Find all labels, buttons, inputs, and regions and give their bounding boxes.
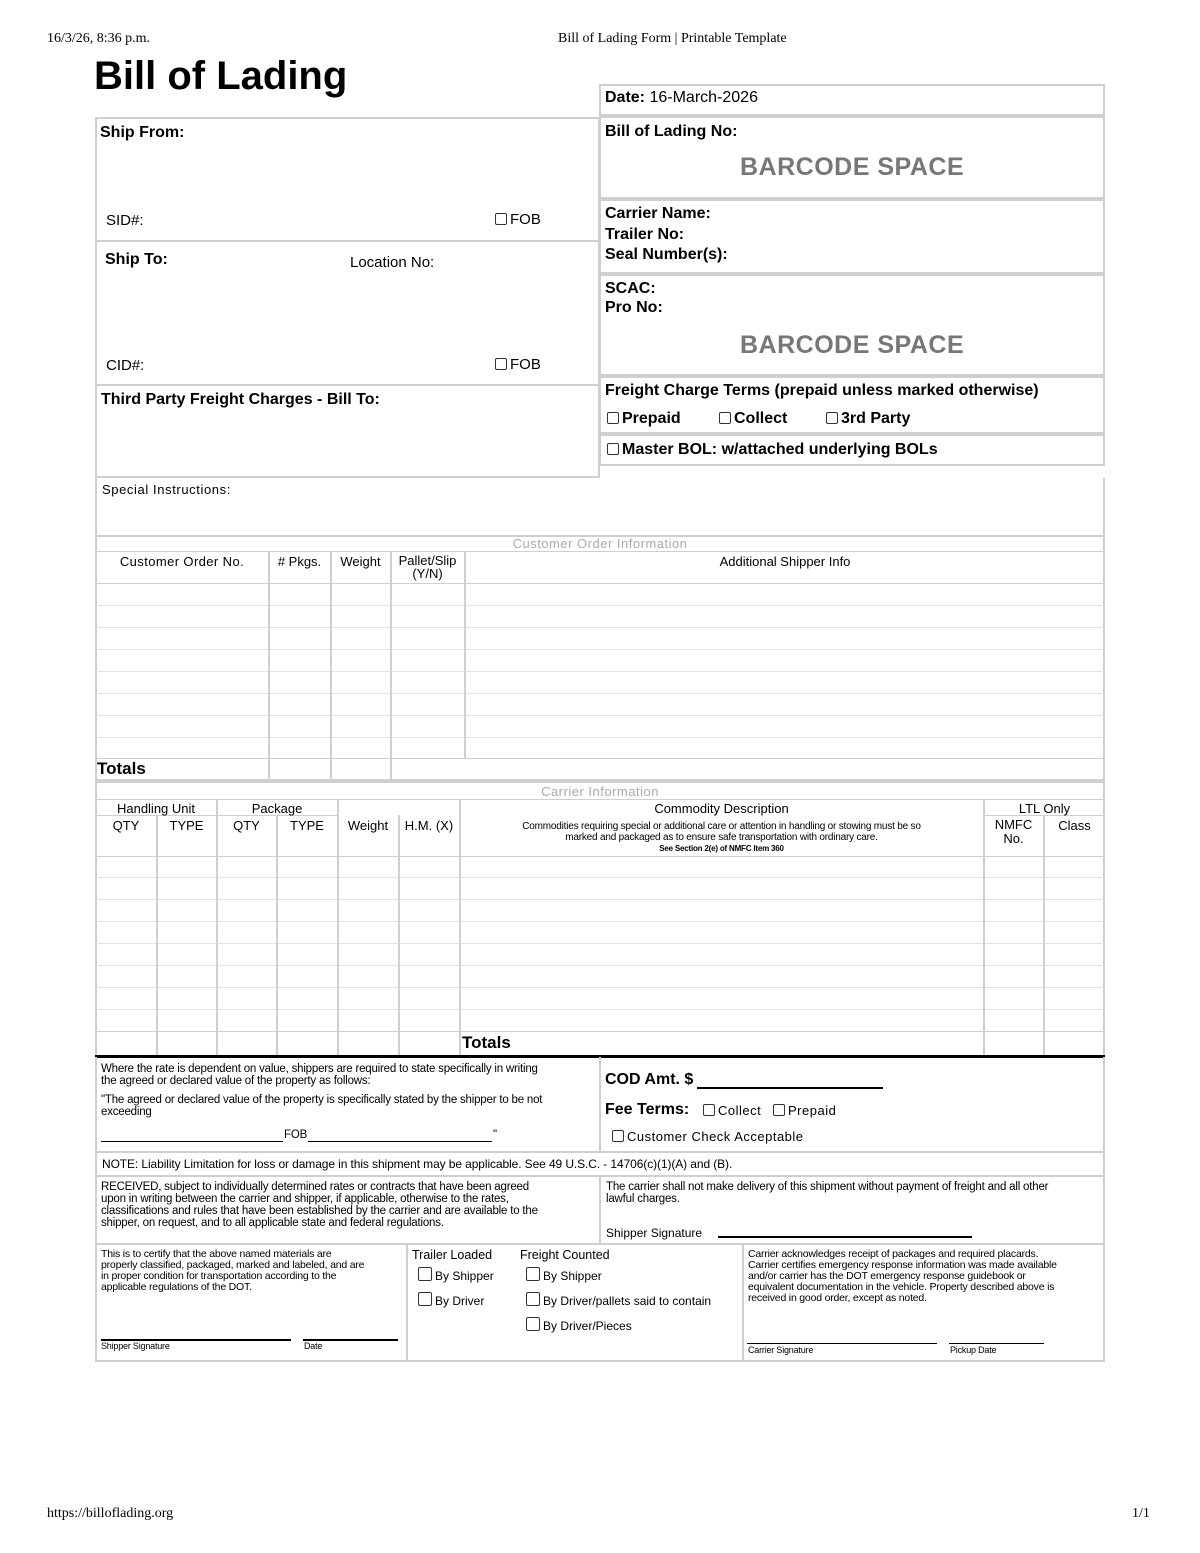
cod-amount-label: COD Amt. $: [605, 1071, 694, 1088]
fob-text: FOB: [284, 1129, 308, 1141]
border: [95, 478, 97, 536]
scac-label: SCAC:: [605, 280, 656, 297]
divider: [96, 799, 1105, 800]
option-label: Customer Check Acceptable: [627, 1129, 804, 1144]
table-row: [96, 671, 1105, 672]
table-row: [96, 877, 1105, 878]
column-divider: [1043, 815, 1045, 1055]
trailer-loaded-label: Trailer Loaded: [412, 1248, 493, 1262]
table-row: [96, 627, 1105, 628]
received-line2: upon in writing between the carrier and shipper, if applicable, otherwise to the rates,: [101, 1193, 509, 1205]
cod-amount-line[interactable]: [697, 1087, 883, 1089]
third-party-option[interactable]: [826, 410, 910, 428]
divider: [96, 551, 1105, 552]
fob-label: FOB: [510, 211, 541, 228]
checkbox-icon[interactable]: [495, 213, 507, 225]
header-pkg-type: TYPE: [290, 818, 324, 833]
option-label: By Driver/pallets said to contain: [543, 1294, 712, 1308]
divider: [96, 856, 1105, 857]
column-divider: [464, 551, 466, 758]
checkbox-icon[interactable]: [495, 358, 507, 370]
column-divider: [156, 815, 158, 1055]
sid-label: SID#:: [106, 212, 144, 229]
border: [1103, 1057, 1105, 1362]
header-class: Class: [1058, 818, 1091, 833]
header-hu-qty: QTY: [112, 818, 140, 833]
header-hu-type: TYPE: [169, 818, 204, 833]
checkbox-icon[interactable]: [526, 1267, 540, 1281]
freight-counted-by-driver-pallets[interactable]: [526, 1292, 711, 1308]
fee-terms-label: Fee Terms:: [605, 1101, 690, 1118]
checkbox-icon[interactable]: [773, 1104, 785, 1116]
carrier-info-totals-label: Totals: [462, 1033, 511, 1052]
divider: [96, 758, 1105, 759]
divider: [95, 384, 600, 386]
scac-box: [599, 274, 1105, 376]
certify-shipper-signature-label: Shipper Signature: [101, 1341, 170, 1351]
checkbox-icon[interactable]: [418, 1267, 432, 1281]
commodity-note-line: Commodities requiring special or additional care or attention in handling or stowing must be so: [522, 821, 921, 832]
divider: [95, 1360, 1105, 1362]
carrier-signature-label: Carrier Signature: [748, 1345, 814, 1355]
checkbox-icon[interactable]: [719, 412, 731, 424]
received-line4: shipper, on request, and to all applicable state and federal regulations.: [101, 1217, 444, 1229]
fee-prepaid-option[interactable]: [773, 1103, 836, 1118]
checkbox-icon[interactable]: [612, 1130, 624, 1142]
header-weight: Weight: [347, 818, 389, 833]
trailer-loaded-by-driver[interactable]: [418, 1292, 484, 1308]
pallet-slip-text: Pallet/Slip: [398, 553, 457, 568]
commodity-note-line: marked and packaged as to ensure safe transportation with ordinary care.: [565, 832, 878, 843]
option-label: Prepaid: [788, 1103, 837, 1118]
table-row: [96, 965, 1105, 966]
liability-note: NOTE: Liability Limitation for loss or damage in this shipment may be applicable. See 49 U.S.C. - 14706(c)(1)(A) and (B).: [102, 1157, 733, 1171]
option-label: By Shipper: [543, 1269, 602, 1283]
ship-to-label: Ship To:: [105, 251, 168, 268]
carrier-signature-line[interactable]: [747, 1343, 937, 1344]
value-declaration-line3: "The agreed or declared value of the property is specifically stated by the shipper to be not: [101, 1094, 543, 1106]
print-page-count: 1/1: [1132, 1506, 1150, 1521]
certify-line3: in proper condition for transportation according to the: [101, 1270, 337, 1282]
option-label: Master BOL: w/attached underlying BOLs: [622, 441, 938, 458]
customer-order-table: [95, 535, 1105, 781]
header-customer-order-no: Customer Order No.: [119, 554, 245, 569]
fob-label: FOB: [510, 356, 541, 373]
carrier-delivery-line2: lawful charges.: [606, 1193, 680, 1205]
column-divider: [398, 815, 400, 1055]
border: [1103, 478, 1105, 536]
column-divider: [216, 799, 218, 1055]
group-commodity-description: Commodity Description: [654, 801, 789, 816]
special-instructions-label: Special Instructions:: [102, 482, 231, 497]
value-declaration-line2: the agreed or declared value of the property as follows:: [101, 1075, 371, 1087]
divider: [96, 583, 1105, 584]
column-divider: [459, 799, 461, 1055]
carrier-ack-line1: Carrier acknowledges receipt of packages and required placards.: [748, 1248, 1039, 1260]
carrier-info-section-title: Carrier Information: [541, 784, 659, 799]
print-url[interactable]: https://billoflading.org: [47, 1506, 174, 1521]
commodity-note-line: See Section 2(e) of NMFC Item 360: [659, 844, 784, 853]
shipper-signature-line[interactable]: [718, 1236, 972, 1238]
received-line3: classifications and rules that have been established by the carrier and are available to the: [101, 1205, 538, 1217]
header-pkgs: # Pkgs.: [277, 554, 322, 569]
checkbox-icon[interactable]: [526, 1317, 540, 1331]
checkbox-icon[interactable]: [826, 412, 838, 424]
pro-barcode-space: BARCODE SPACE: [740, 331, 965, 359]
prepaid-option[interactable]: [607, 410, 681, 428]
checkbox-icon[interactable]: [703, 1104, 715, 1116]
header-pallet-slip: [391, 554, 464, 580]
header-additional-shipper-info: Additional Shipper Info: [719, 554, 851, 569]
divider: [95, 240, 600, 242]
divider: [95, 1243, 1105, 1245]
certify-line2: properly classified, packaged, marked and labeled, and are: [101, 1259, 365, 1271]
fee-terms: [605, 1101, 689, 1119]
date-field: [605, 89, 758, 107]
fob-line[interactable]: [308, 1141, 492, 1142]
table-row: [96, 943, 1105, 944]
carrier-ack-line2: Carrier certifies emergency response information was made available: [748, 1259, 1057, 1271]
option-label: Prepaid: [622, 410, 681, 427]
ship-to-fob-checkbox[interactable]: [495, 356, 541, 373]
checkbox-icon[interactable]: [607, 443, 619, 455]
border: [95, 1057, 97, 1362]
commodity-note: [462, 821, 981, 854]
pro-no-label: Pro No:: [605, 299, 663, 316]
column-divider: [390, 551, 392, 781]
option-label: By Driver: [435, 1294, 485, 1308]
option-label: 3rd Party: [841, 410, 911, 427]
column-divider: [337, 799, 339, 1055]
bol-barcode-space: BARCODE SPACE: [740, 153, 965, 181]
option-label: By Driver/Pieces: [543, 1319, 632, 1333]
table-row: [96, 715, 1105, 716]
group-package: Package: [251, 801, 303, 816]
option-label: By Shipper: [435, 1269, 494, 1283]
carrier-name-label: Carrier Name:: [605, 205, 711, 222]
cid-label: CID#:: [106, 357, 145, 374]
freight-counted-by-shipper[interactable]: [526, 1267, 602, 1283]
divider: [95, 1151, 1105, 1153]
option-label: Collect: [718, 1103, 762, 1118]
option-label: Collect: [734, 410, 788, 427]
carrier-ack-line4: equivalent documentation in the vehicle. Property described above is: [748, 1281, 1055, 1293]
freight-terms-label: Freight Charge Terms (prepaid unless marked otherwise): [605, 382, 1039, 399]
certify-date-label: Date: [304, 1341, 323, 1351]
page-title: Bill of Lading: [94, 54, 348, 98]
print-page-title: Bill of Lading Form | Printable Template: [558, 31, 787, 46]
column-divider: [742, 1243, 744, 1362]
header-hm: H.M. (X): [404, 818, 454, 833]
header-pkg-qty: QTY: [233, 818, 260, 833]
column-divider: [330, 551, 332, 781]
carrier-delivery-line1: The carrier shall not make delivery of this shipment without payment of freight and all other: [606, 1181, 1049, 1193]
bol-number-label: Bill of Lading No:: [605, 123, 738, 140]
fee-collect-option[interactable]: [703, 1103, 761, 1118]
column-divider: [406, 1243, 408, 1362]
carrier-ack-line3: and/or carrier has the DOT emergency response guidebook or: [748, 1270, 1026, 1282]
table-row: [96, 921, 1105, 922]
group-handling-unit: Handling Unit: [116, 801, 196, 816]
third-party-label: Third Party Freight Charges - Bill To:: [101, 391, 380, 408]
carrier-ack-line5: received in good order, except as noted.: [748, 1292, 927, 1304]
certify-line4: applicable regulations of the DOT.: [101, 1281, 252, 1293]
master-bol-option[interactable]: [607, 441, 938, 459]
table-row: [96, 899, 1105, 900]
ship-from-label: Ship From:: [100, 124, 185, 141]
left-info-box: [95, 117, 600, 478]
close-quote: ": [493, 1129, 497, 1141]
divider: [96, 1031, 1105, 1032]
checkbox-icon[interactable]: [526, 1292, 540, 1306]
group-ltl-only: LTL Only: [1018, 801, 1071, 816]
print-datetime: 16/3/26, 8:36 p.m.: [47, 31, 151, 46]
certify-line1: This is to certify that the above named materials are: [101, 1248, 332, 1260]
table-row: [96, 649, 1105, 650]
customer-order-totals-label: Totals: [97, 759, 146, 778]
table-row: [96, 1009, 1105, 1010]
no-text: No.: [1003, 831, 1024, 846]
trailer-loaded-by-shipper[interactable]: [418, 1267, 494, 1283]
trailer-no-label: Trailer No:: [605, 226, 685, 243]
ship-from-fob-checkbox[interactable]: [495, 211, 541, 228]
freight-counted-label: Freight Counted: [520, 1248, 610, 1262]
column-divider: [599, 1175, 601, 1243]
header-nmfc: [984, 818, 1043, 846]
date-label: Date:: [605, 89, 646, 106]
freight-counted-by-driver-pieces[interactable]: [526, 1317, 632, 1333]
checkbox-icon[interactable]: [607, 412, 619, 424]
checkbox-icon[interactable]: [418, 1292, 432, 1306]
value-line[interactable]: [101, 1141, 283, 1142]
customer-order-section-title: Customer Order Information: [512, 536, 688, 551]
table-row: [96, 605, 1105, 606]
received-line1: RECEIVED, subject to individually determined rates or contracts that have been agreed: [101, 1181, 529, 1193]
table-row: [96, 693, 1105, 694]
location-no-label: Location No:: [350, 254, 435, 271]
date-value: 16-March-2026: [649, 89, 758, 106]
yn-text: (Y/N): [412, 566, 443, 581]
pickup-date-line[interactable]: [949, 1343, 1044, 1344]
customer-check-option[interactable]: [612, 1129, 804, 1144]
column-divider: [276, 815, 278, 1055]
shipper-signature-label: Shipper Signature: [606, 1226, 703, 1240]
value-declaration-line4: exceeding: [101, 1106, 152, 1118]
table-row: [96, 737, 1105, 738]
pickup-date-label: Pickup Date: [950, 1345, 997, 1355]
table-row: [96, 987, 1105, 988]
column-divider: [599, 1057, 601, 1151]
column-divider: [268, 551, 270, 781]
collect-option[interactable]: [719, 410, 787, 428]
nmfc-text: NMFC: [994, 817, 1033, 832]
value-declaration-line1: Where the rate is dependent on value, shippers are required to state specifically in writing: [101, 1063, 538, 1075]
header-weight: Weight: [340, 554, 381, 569]
seal-number-label: Seal Number(s):: [605, 246, 728, 263]
